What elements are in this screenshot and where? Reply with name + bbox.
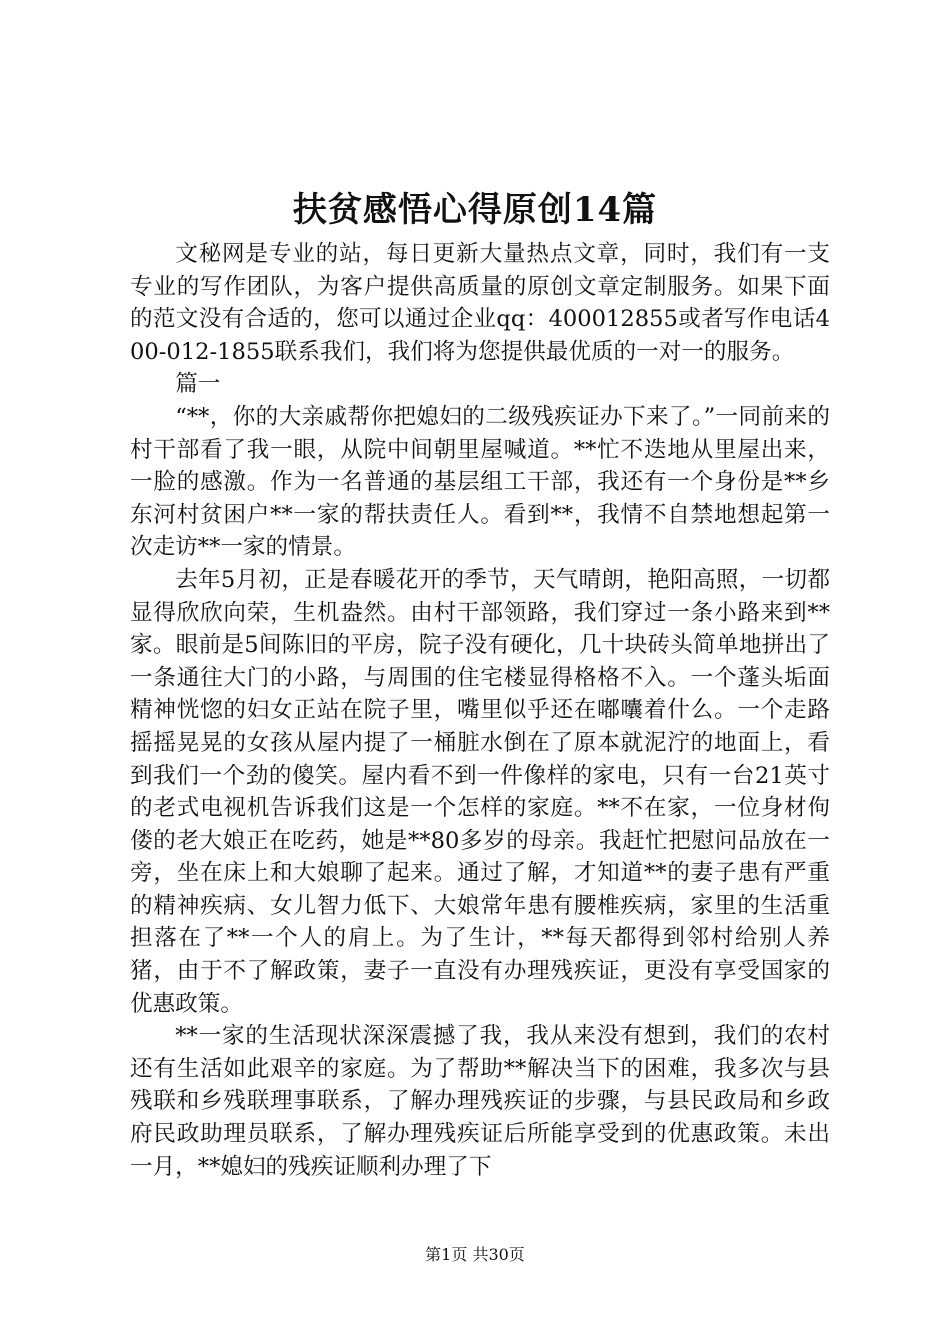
document-body [130,238,830,1183]
paragraph-3: **一家的生活现状深深震撼了我，我从来没有想到，我们的农村还有生活如此艰辛的家庭。为了帮助**解决当下的困难，我多次与县残联和乡残联理事联系，了解办理残疾证的步骤，与县民政局和乡政府民政助理员联系，了解办理残疾证后所能享受到的优惠政策。未出一月，**媳妇的残疾证顺利办理了下 [130,1023,830,1180]
section-heading: 篇一 [175,371,221,398]
page-footer: 第1页 共30页 [425,1245,525,1264]
paragraph-intro: 文秘网是专业的站，每日更新大量热点文章，同时，我们有一支专业的写作团队，为客户提供高质量的原创文章定制服务。如果下面的范文没有合适的，您可以通过企业qq：400012855或者写作电话400-012-1855联系我们，我们将为您提供最优质的一对一的服务。 [130,241,830,365]
paragraph-1: “**，你的大亲戚帮你把媳妇的二级残疾证办下来了。”一同前来的村干部看了我一眼，从院中间朝里屋喊道。**忙不迭地从里屋出来，一脸的感激。作为一名普通的基层组工干部，我还有一个身份是**乡东河村贫困户**一家的帮扶责任人。看到**，我情不自禁地想起第一次走访**一家的情景。 [130,403,830,561]
document-title: 扶贫感悟心得原创14篇 [292,190,658,230]
paragraph-2: 去年5月初，正是春暖花开的季节，天气晴朗，艳阳高照，一切都显得欣欣向荣，生机盎然。由村干部领路，我们穿过一条小路来到**家。眼前是5间陈旧的平房，院子没有硬化，几十块砖头简单地拼出了一条通往大门的小路，与周围的住宅楼显得格格不入。一个蓬头垢面精神恍惚的妇女正站在院子里，嘴里似乎还在嘟囔着什么。一个走路摇摇晃晃的女孩从屋内提了一桶脏水倒在了原本就泥泞的地面上，看到我们一个劲的傻笑。屋内看不到一件像样的家电，只有一台21英寸的老式电视机告诉我们这是一个怎样的家庭。**不在家，一位身材佝偻的老大娘正在吃药，她是**80多岁的母亲。我赶忙把慰问品放在一旁，坐在床上和大娘聊了起来。通过了解，才知道**的妻子患有严重的精神疾病、女儿智力低下、大娘常年患有腰椎疾病，家里的生活重担落在了**一个人的肩上。为了生计，**每天都得到邻村给别人养猪，由于不了解政策，妻子一直没有办理残疾证，更没有享受国家的优惠政策。 [130,566,830,1017]
